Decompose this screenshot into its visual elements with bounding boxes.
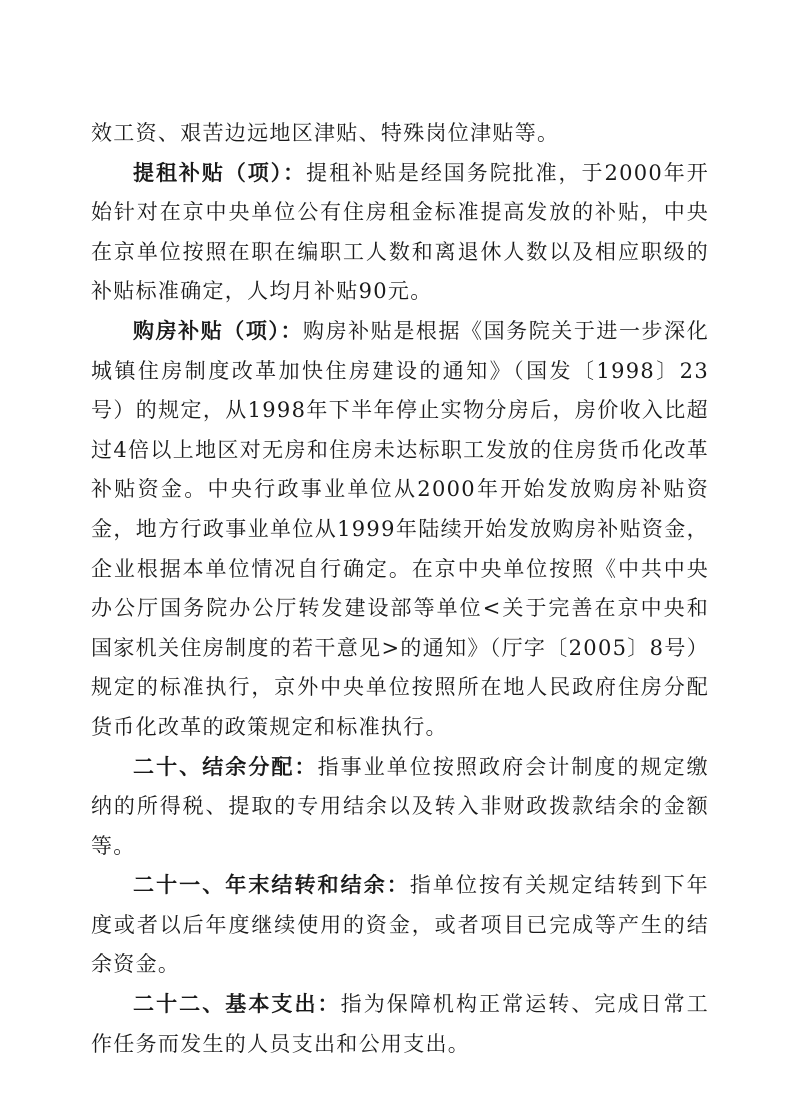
paragraph-rent-subsidy — [91, 154, 709, 312]
paragraph-text: 指单位按有关规定结转到下年度或者以后年度继续使用的资金，或者项目已完成等产生的结余资金。 — [91, 873, 709, 977]
paragraph-text: 指事业单位按照政府会计制度的规定缴纳的所得税、提取的专用结余以及转入非财政拨款结余的金额等。 — [91, 754, 709, 858]
paragraph-text: 购房补贴是根据《国务院关于进一步深化城镇住房制度改革加快住房建设的通知》（国发〔1998〕23号）的规定，从1998年下半年停止实物分房后，房价收入比超过4倍以上地区对无房和住房未达标职工发放的住房货币化改革补贴资金。中央行政事业单位从2000年开始发放购房补贴资金，地方行政事业单位从1999年陆续开始发放购房补贴资金，企业根据本单位情况自行确定。在京中央单位按照《中共中央办公厅国务院办公厅转发建设部等单位<关于完善在京中央和国家机关住房制度的若干意见>的通知》（厅字〔2005〕8号）规定的标准执行，京外中央单位按照所在地人民政府住房分配货币化改革的政策规定和标准执行。 — [91, 318, 709, 739]
term-year-end-carryover: 二十一、年末结转和结余： — [133, 873, 410, 898]
paragraph-basic-expenditure — [91, 985, 709, 1064]
paragraph-year-end-carryover — [91, 866, 709, 985]
paragraph-continuation — [91, 114, 709, 154]
paragraph-text: 提租补贴是经国务院批准，于2000年开始针对在京中央单位公有住房租金标准提高发放的补贴，中央在京单位按照在职在编职工人数和离退休人数以及相应职级的补贴标准确定，人均月补贴90元。 — [91, 160, 709, 304]
paragraph-text: 指为保障机构正常运转、完成日常工作任务而发生的人员支出和公用支出。 — [91, 992, 709, 1056]
paragraph-housing-purchase-subsidy — [91, 312, 709, 748]
term-basic-expenditure: 二十二、基本支出： — [133, 992, 341, 1017]
document-body — [91, 114, 709, 1064]
term-surplus-distribution: 二十、结余分配： — [133, 754, 318, 779]
paragraph-surplus-distribution — [91, 748, 709, 867]
paragraph-text: 效工资、艰苦边远地区津贴、特殊岗位津贴等。 — [91, 121, 560, 145]
term-rent-subsidy: 提租补贴（项）： — [133, 160, 307, 185]
term-housing-purchase-subsidy: 购房补贴（项）： — [133, 318, 304, 343]
